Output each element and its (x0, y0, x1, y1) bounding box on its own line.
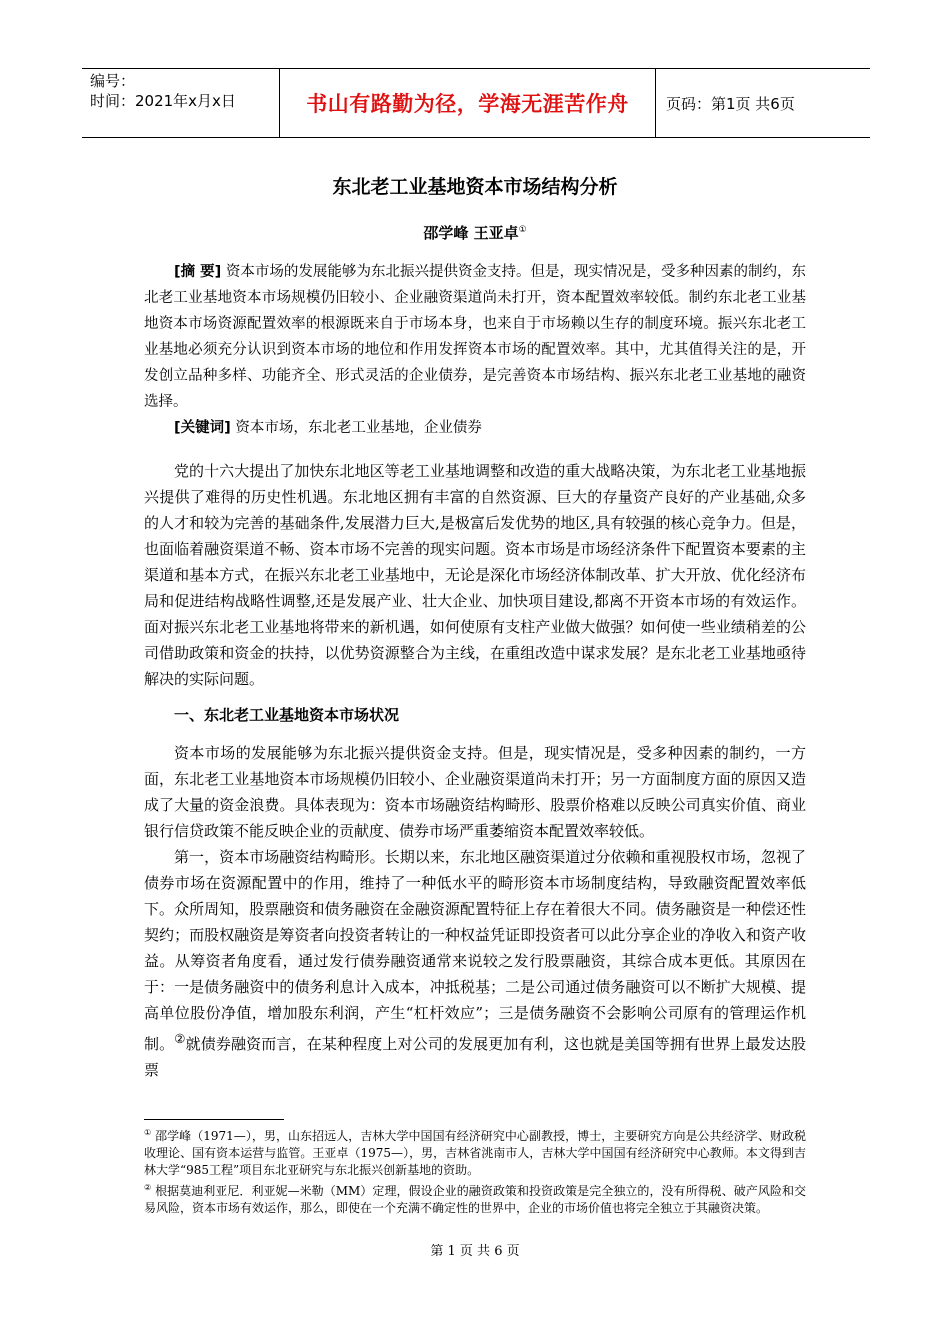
page-header (82, 68, 870, 138)
keywords-paragraph (144, 415, 806, 441)
date-label: 时间：2021年x月x日 (90, 92, 236, 110)
intro-paragraph: 党的十六大提出了加快东北地区等老工业基地调整和改造的重大战略决策，为东北老工业基地振兴提供了难得的历史性机遇。东北地区拥有丰富的自然资源、巨大的存量资产良好的产业基础,众多的人才和较为完善的基础条件,发展潜力巨大,是极富后发优势的地区,具有较强的核心竞争力。但是，也面临着融资渠道不畅、资本市场不完善的现实问题。资本市场是市场经济条件下配置资本要素的主渠道和基本方式，在振兴东北老工业基地中，无论是深化市场经济体制改革、扩大开放、优化经济布局和促进结构战略性调整,还是发展产业、壮大企业、加快项目建设,都离不开资本市场的有效运作。面对振兴东北老工业基地将带来的新机遇，如何使原有支柱产业做大做强？如何使一些业绩稍差的公司借助政策和资金的扶持，以优势资源整合为主线，在重组改造中谋求发展？是东北老工业基地亟待解决的实际问题。 (144, 462, 806, 688)
header-page-info: 页码：第1页 共6页 (666, 94, 795, 113)
footnote-divider (144, 1119, 284, 1120)
footnote-text: 邵学峰（1971—），男，山东招远人，吉林大学中国国有经济研究中心副教授，博士，主要研究方向是公共经济学、财政税收理论、国有资本运营与监管。王亚卓（1975—），男，吉林省洮南市人，吉林大学中国国有经济研究中心教师。本文得到吉林大学“985工程”项目东北亚研究与东北振兴创新基地的资助。 (144, 1129, 806, 1177)
section-heading: 一、东北老工业基地资本市场状况 (174, 706, 400, 724)
footnote-1 (144, 1124, 806, 1179)
body-paragraph-1: 资本市场的发展能够为东北振兴提供资金支持。但是，现实情况是，受多种因素的制约，一方面，东北老工业基地资本市场规模仍旧较小、企业融资渠道尚未打开；另一方面制度方面的原因又造成了大量的资金浪费。具体表现为：资本市场融资结构畸形、股票价格难以反映公司真实价值、商业银行信贷政策不能反映企业的贡献度、债券市场严重萎缩资本配置效率较低。 (144, 744, 806, 840)
abstract-paragraph (144, 259, 806, 415)
paragraph-text: 第一，资本市场融资结构畸形。长期以来，东北地区融资渠道过分依赖和重视股权市场，忽视了债券市场在资源配置中的作用，维持了一种低水平的畸形资本市场制度结构，导致融资配置效率低下。众所周知，股票融资和债务融资在金融资源配置特征上存在着很大不同。债务融资是一种偿还性契约；而股权融资是筹资者向投资者转让的一种权益凭证即投资者可以此分享企业的净收入和资产收益。从筹资者角度看，通过发行债券融资通常来说较之发行股票融资，其综合成本更低。其原因在于：一是债务融资中的债务利息计入成本，冲抵税基；二是公司通过债务融资可以不断扩大规模、提高单位股份净值，增加股东利润，产生“杠杆效应”；三是债务融资不会影响公司原有的管理运作机制。 (144, 848, 806, 1053)
author-names: 邵学峰 王亚卓 (423, 224, 519, 242)
footnote-2 (144, 1179, 806, 1217)
authors (0, 222, 950, 243)
paragraph-text: 就债券融资而言，在某种程度上对公司的发展更加有利，这也就是美国等拥有世界上最发达股票 (144, 1035, 806, 1079)
number-label: 编号： (90, 72, 136, 90)
header-meta (82, 69, 280, 137)
footnote-text: 根据莫迪利亚尼．利亚妮—米勒（MM）定理，假设企业的融资政策和投资政策是完全独立的，没有所得税、破产风险和交易风险，资本市场有效运作，那么，即使在一个充满不确定性的世界中，企业的市场价值也将完全独立于其融资决策。 (144, 1184, 806, 1215)
document-title: 东北老工业基地资本市场结构分析 (332, 176, 618, 198)
body-paragraph-2 (144, 844, 806, 1083)
footnote-mark: ② (144, 1183, 152, 1192)
abstract-label: [摘 要] (174, 264, 222, 280)
keywords-text: 资本市场，东北老工业基地，企业债券 (230, 420, 482, 436)
page-footer: 第 1 页 共 6 页 (430, 1244, 520, 1259)
header-motto: 书山有路勤为径，学海无涯苦作舟 (280, 69, 656, 137)
body-text (144, 458, 806, 1083)
author-footnote-mark: ① (518, 225, 527, 235)
footnote-ref: ② (174, 1031, 186, 1046)
abstract-section (144, 259, 806, 441)
footnote-mark: ① (144, 1128, 152, 1137)
abstract-text: 资本市场的发展能够为东北振兴提供资金支持。但是，现实情况是，受多种因素的制约，东北老工业基地资本市场规模仍旧较小、企业融资渠道尚未打开，资本配置效率较低。制约东北老工业基地资本市场资源配置效率的根源既来自于市场本身，也来自于市场赖以生存的制度环境。振兴东北老工业基地必须充分认识到资本市场的地位和作用发挥资本市场的配置效率。其中，尤其值得关注的是，开发创立品种多样、功能齐全、形式灵活的企业债券，是完善资本市场结构、振兴东北老工业基地的融资选择。 (144, 264, 806, 410)
footnotes (144, 1124, 806, 1217)
keywords-label: [关键词] (174, 420, 231, 436)
